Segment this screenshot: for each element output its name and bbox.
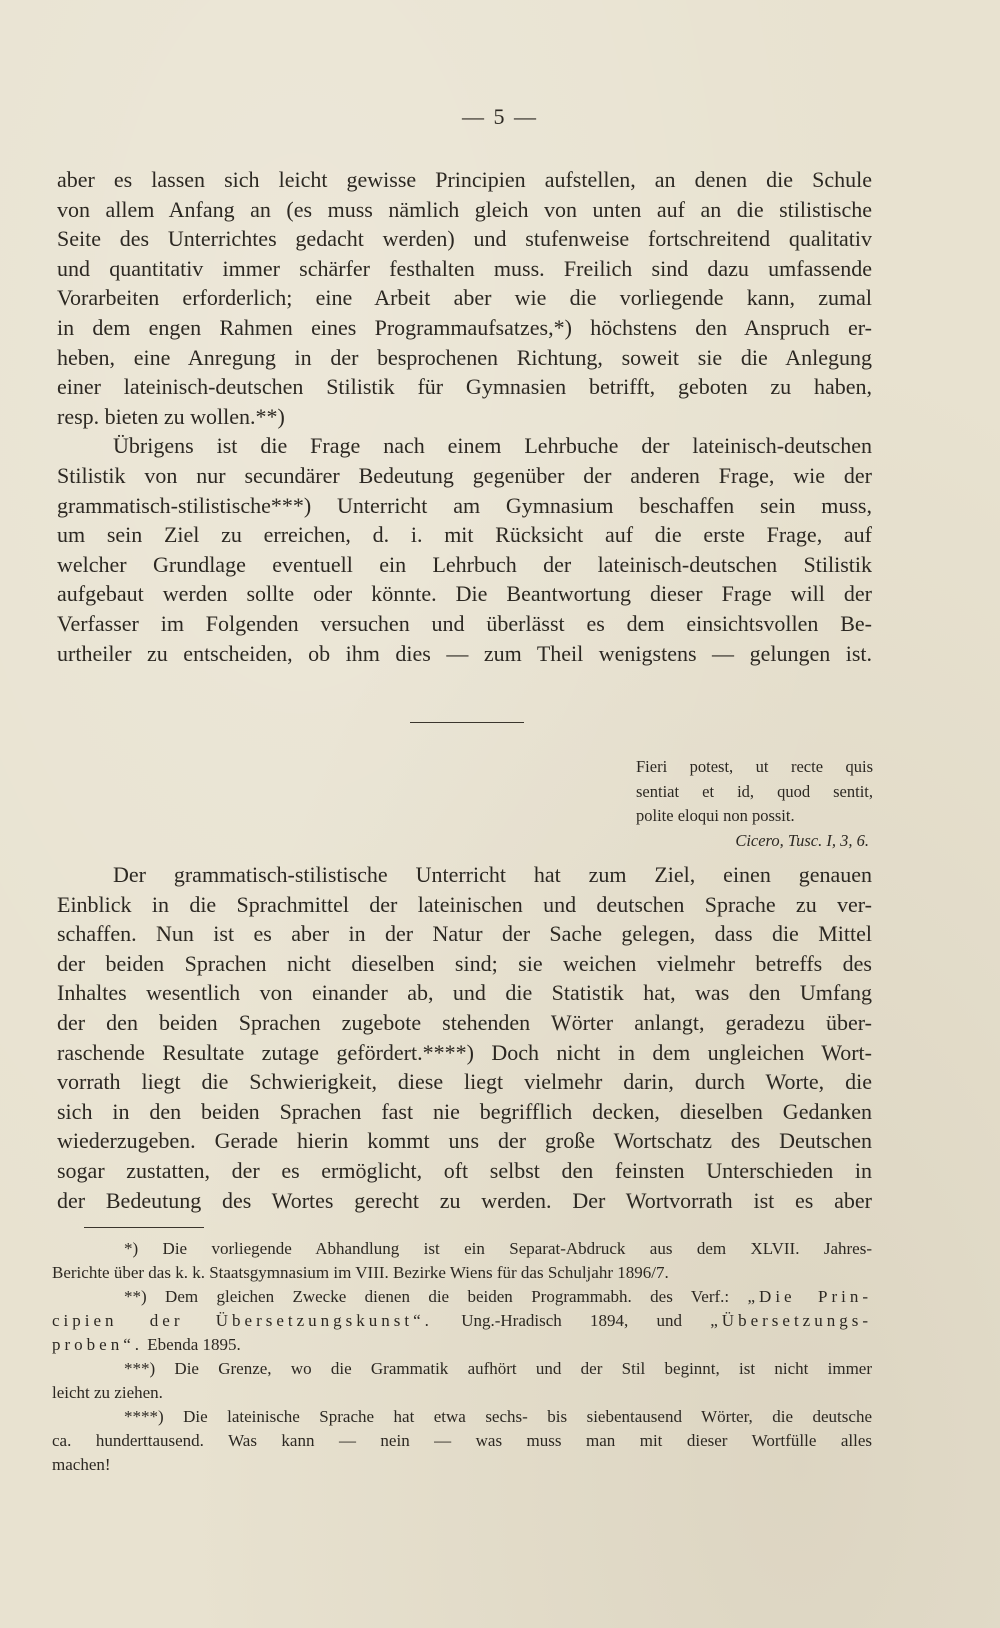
text-line: urtheiler zu entscheiden, ob ihm dies — zum Theil wenigstens — gelungen ist. [57,640,872,666]
footnote-3-line: ***) Die Grenze, wo die Grammatik aufhört und der Stil beginnt, ist nicht immer [124,1359,872,1378]
footnote-4-line: ca. hunderttausend. Was kann — nein — was muss man mit dieser Wortfülle alles [52,1431,872,1450]
text-line: resp. bieten zu wollen.**) [57,403,285,429]
epigraph-line: Fieri potest, ut recte quis [636,757,873,776]
text-line: der beiden Sprachen nicht dieselben sind; sie weichen vielmehr betreffs des [57,950,872,976]
text-line: vorrath liegt die Schwierigkeit, diese liegt vielmehr darin, durch Worte, die [57,1069,872,1095]
footnote-2-title: proben“. [52,1335,144,1354]
text-line: Einblick in die Sprachmittel der lateinischen und deutschen Sprache zu ver- [57,891,872,917]
paragraph-main [57,860,872,1215]
epigraph-line: polite eloqui non possit. [636,806,795,825]
text-line: von allem Anfang an (es muss nämlich gleich von unten auf an die stilistische [57,196,872,222]
footnote-3-line: leicht zu ziehen. [52,1383,163,1402]
footnote-2-text: Ebenda 1895. [147,1335,241,1354]
page-number: — 5 — [462,104,538,129]
text-line: der den beiden Sprachen zugebote stehenden Wörter anlangt, geradezu über- [57,1009,872,1035]
text-line: welcher Grundlage eventuell ein Lehrbuch der lateinisch-deutschen Stilistik [57,551,872,577]
text-line: Stilistik von nur secundärer Bedeutung gegenüber der anderen Frage, wie der [57,462,872,488]
footnotes [52,1237,872,1477]
text-line: aber es lassen sich leicht gewisse Principien aufstellen, an denen die Schule [57,167,872,192]
text-line: in dem engen Rahmen eines Programmaufsatzes,*) höchstens den Anspruch er- [57,314,872,340]
text-line: heben, eine Anregung in der besprochenen Richtung, soweit sie die Anlegung [57,344,872,370]
footnote-2-line [52,1333,872,1357]
footnote-2-text: Ung.-Hradisch 1894, und [461,1311,682,1330]
footnote-1-line: *) Die vorliegende Abhandlung ist ein Separat-Abdruck aus dem XLVII. Jahres- [124,1239,872,1258]
epigraph [636,755,873,853]
footnote-4-line: ****) Die lateinische Sprache hat etwa sechs- bis siebentausend Wörter, die deutsche [124,1407,872,1426]
text-line: einer lateinisch-deutschen Stilistik für Gymnasien betrifft, geboten zu haben, [57,374,872,400]
text-line: Der grammatisch-stilistische Unterricht hat zum Ziel, einen genauen [113,862,872,887]
text-line: sich in den beiden Sprachen fast nie begrifflich decken, dieselben Gedanken [57,1098,872,1124]
text-line: raschende Resultate zutage gefördert.****) Doch nicht in dem ungleichen Wort- [57,1039,872,1065]
text-line: wiederzugeben. Gerade hierin kommt uns der große Wortschatz des Deutschen [57,1128,872,1154]
footnote-4-line: machen! [52,1455,111,1474]
text-line: Vorarbeiten erforderlich; eine Arbeit aber wie die vorliegende kann, zumal [57,285,872,311]
text-line: um sein Ziel zu erreichen, d. i. mit Rücksicht auf die erste Frage, auf [57,522,872,548]
text-line: schaffen. Nun ist es aber in der Natur der Sache gelegen, dass die Mittel [57,921,872,947]
text-line: Seite des Unterrichtes gedacht werden) und stufenweise fortschreitend qualitativ [57,226,872,252]
text-line: und quantitativ immer schärfer festhalten muss. Freilich sind dazu umfassende [57,255,872,281]
text-line: Übrigens ist die Frage nach einem Lehrbuche der lateinisch-deutschen [113,433,872,459]
text-line: der Bedeutung des Wortes gerecht zu werden. Der Wortvorrath ist es aber [57,1187,872,1213]
epigraph-line: sentiat et id, quod sentit, [636,781,873,801]
footnote-2-text: **) Dem gleichen Zwecke dienen die beiden Programmabh. des Verf.: [124,1287,730,1306]
footnote-1-line: Berichte über das k. k. Staatsgymnasium im VIII. Bezirke Wiens für das Schuljahr 1896/7. [52,1263,669,1282]
footnote-divider [84,1227,204,1228]
footnote-2-title: cipien der Übersetzungskunst“. [52,1311,433,1330]
text-line: sogar zustatten, der es ermöglicht, oft selbst den feinsten Unterschieden in [57,1157,872,1183]
paragraph-intro [57,165,872,668]
footnote-2-title: „Übersetzungs- [710,1311,873,1330]
footnote-2-line [52,1285,872,1309]
epigraph-source: Cicero, Tusc. I, 3, 6. [735,830,869,850]
text-line: grammatisch-stilistische***) Unterricht am Gymnasium beschaffen sein muss, [57,492,872,518]
text-line: Verfasser im Folgenden versuchen und überlässt es dem einsichtsvollen Be- [57,610,872,636]
text-line: Inhaltes wesentlich von einander ab, und die Statistik hat, was den Umfang [57,980,872,1006]
text-line: aufgebaut werden sollte oder könnte. Die Beantwortung dieser Frage will der [57,581,872,607]
footnote-2-line [52,1309,872,1333]
section-divider [410,722,524,723]
footnote-2-title: „Die Prin- [747,1287,872,1306]
